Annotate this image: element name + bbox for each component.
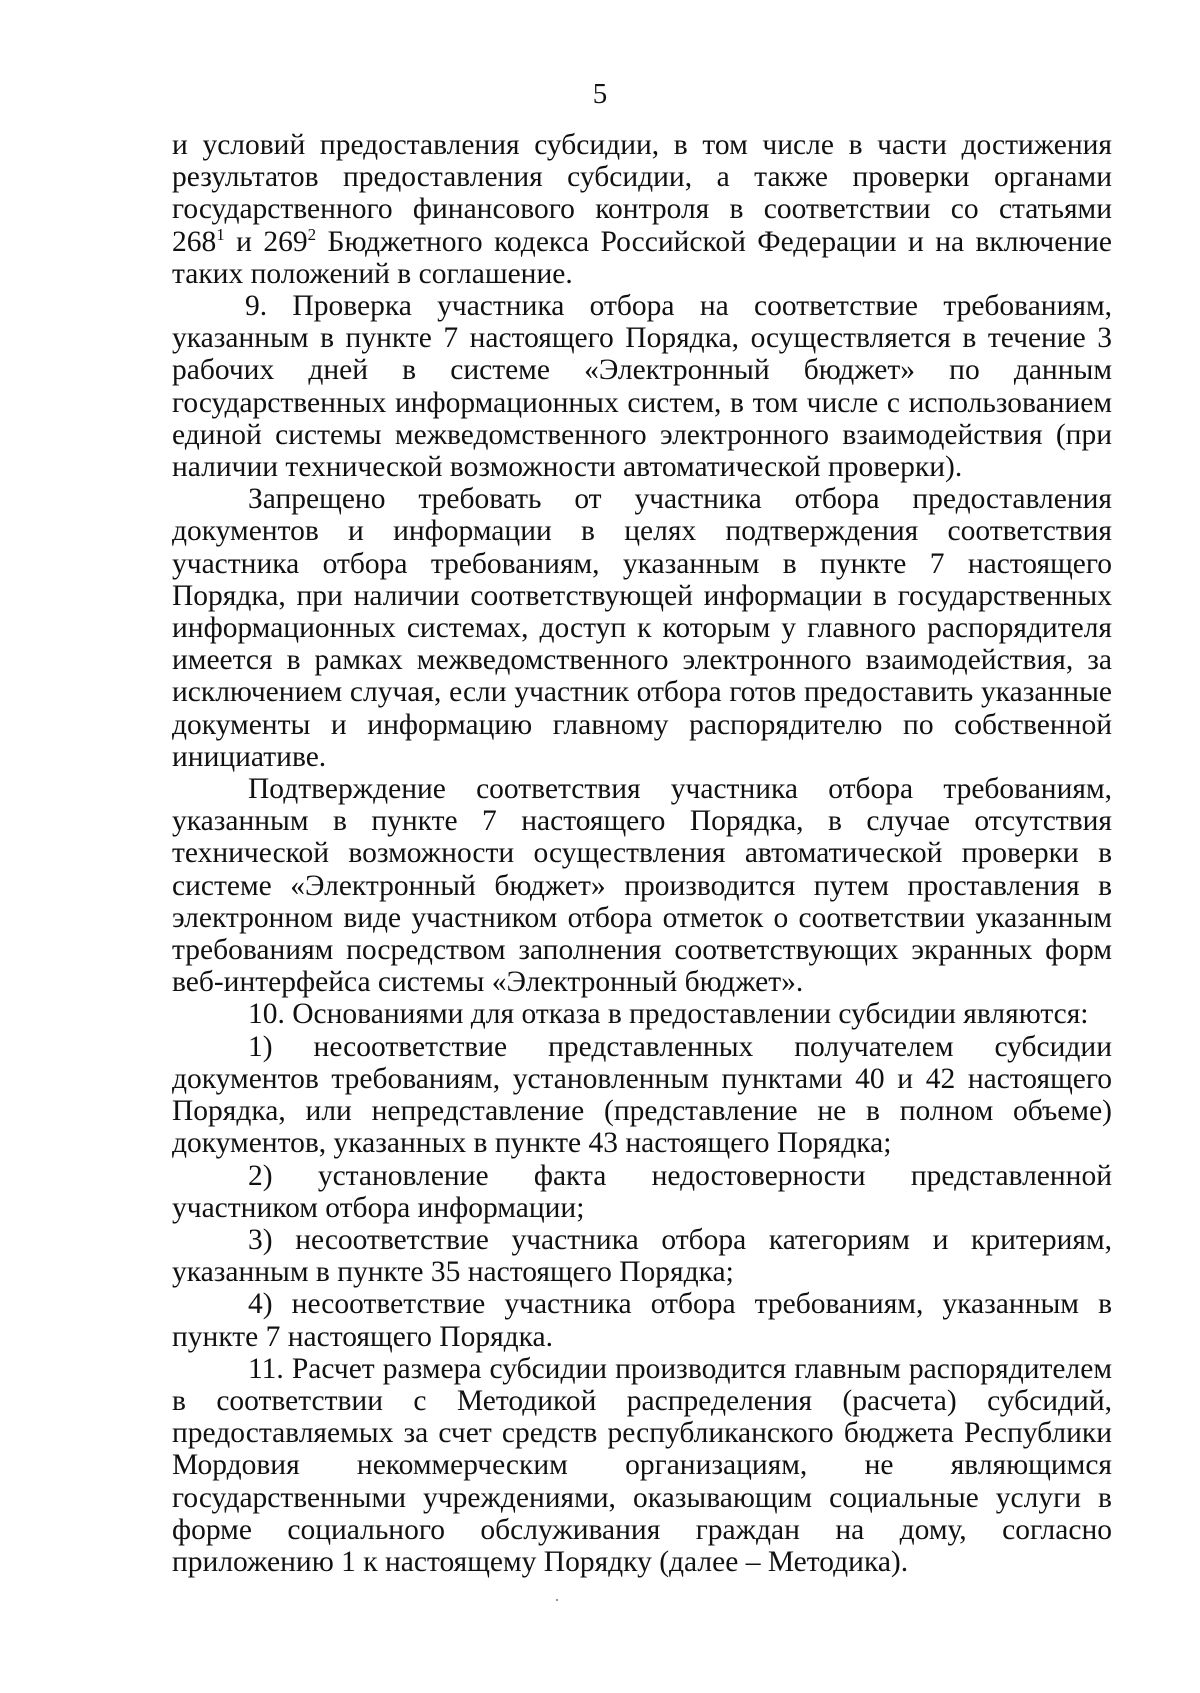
paragraph-continuation — [172, 129, 1112, 290]
paragraph-9: 9. Проверка участника отбора на соответствие требованиям, указанным в пункте 7 настоящего Порядка, осуществляется в течение 3 рабочих дней в системе «Электронный бюджет» по данным государственных информационных систем, в том числе с использованием единой системы межведомственного электронного взаимодействия (при наличии технической возможности автоматической проверки). — [172, 290, 1112, 484]
scan-speck — [556, 1599, 558, 1601]
paragraph-10-item-1: 1) несоответствие представленных получателем субсидии документов требованиям, установленным пунктами 40 и 42 настоящего Порядка, или непредставление (представление не в полном объеме) документов, указанных в пункте 43 настоящего Порядка; — [172, 1030, 1112, 1160]
text-line: таких положений в соглашение. — [172, 257, 573, 290]
article-number: 268 — [172, 225, 217, 258]
paragraph-10-item-2: 2) установление факта недостоверности представленной участником отбора информации; — [172, 1159, 1112, 1224]
text-line-with-article-refs — [172, 226, 1112, 258]
paragraph-10-item-4: 4) несоответствие участника отбора требованиям, указанным в пункте 7 настоящего Порядка. — [172, 1288, 1112, 1353]
article-superscript: 1 — [216, 224, 225, 244]
paragraph-9-prohibition: Запрещено требовать от участника отбора предоставления документов и информации в целях подтверждения соответствия участника отбора требованиям, указанным в пункте 7 настоящего Порядка, при наличии соответствующей информации в государственных информационных системах, доступ к которым у главного распорядителя имеется в рамках межведомственного электронного взаимодействия, за исключением случая, если участник отбора готов предоставить указанные документы и информацию главному распорядителю по собственной инициативе. — [172, 483, 1112, 773]
paragraph-10: 10. Основаниями для отказа в предоставлении субсидии являются: — [248, 998, 1089, 1031]
text-line: государственного финансового контроля в соответствии со статьями — [172, 193, 1112, 226]
article-number: и 269 — [224, 225, 308, 258]
text-line: и условий предоставления субсидии, в том числе в части достижения — [172, 129, 1112, 161]
text-fragment: Бюджетного кодекса Российской Федерации и на включение — [316, 225, 1112, 258]
paragraph-11: 11. Расчет размера субсидии производится главным распорядителем в соответствии с Методикой распределения (расчета) субсидий, предоставляемых за счет средств республиканского бюджета Республики Мордовия некоммерческим организациям, не являющимся государственными учреждениями, оказывающим социальные услуги в форме социального обслуживания граждан на дому, согласно приложению 1 к настоящему Порядку (далее – Методика). — [172, 1352, 1112, 1578]
paragraph-9-confirmation: Подтверждение соответствия участника отбора требованиям, указанным в пункте 7 настоящего Порядка, в случае отсутствия технической возможности осуществления автоматической проверки в системе «Электронный бюджет» производится путем проставления в электронном виде участником отбора отметок о соответствии указанным требованиям посредством заполнения соответствующих экранных форм веб-интерфейса системы «Электронный бюджет». — [172, 773, 1112, 999]
article-superscript: 2 — [307, 224, 317, 244]
document-body — [172, 129, 1112, 1578]
paragraph-10-item-3: 3) несоответствие участника отбора категориям и критериям, указанным в пункте 35 настоящего Порядка; — [172, 1223, 1112, 1289]
text-line: результатов предоставления субсидии, а также проверки органами — [172, 161, 1112, 194]
page-number: 5 — [592, 78, 608, 110]
